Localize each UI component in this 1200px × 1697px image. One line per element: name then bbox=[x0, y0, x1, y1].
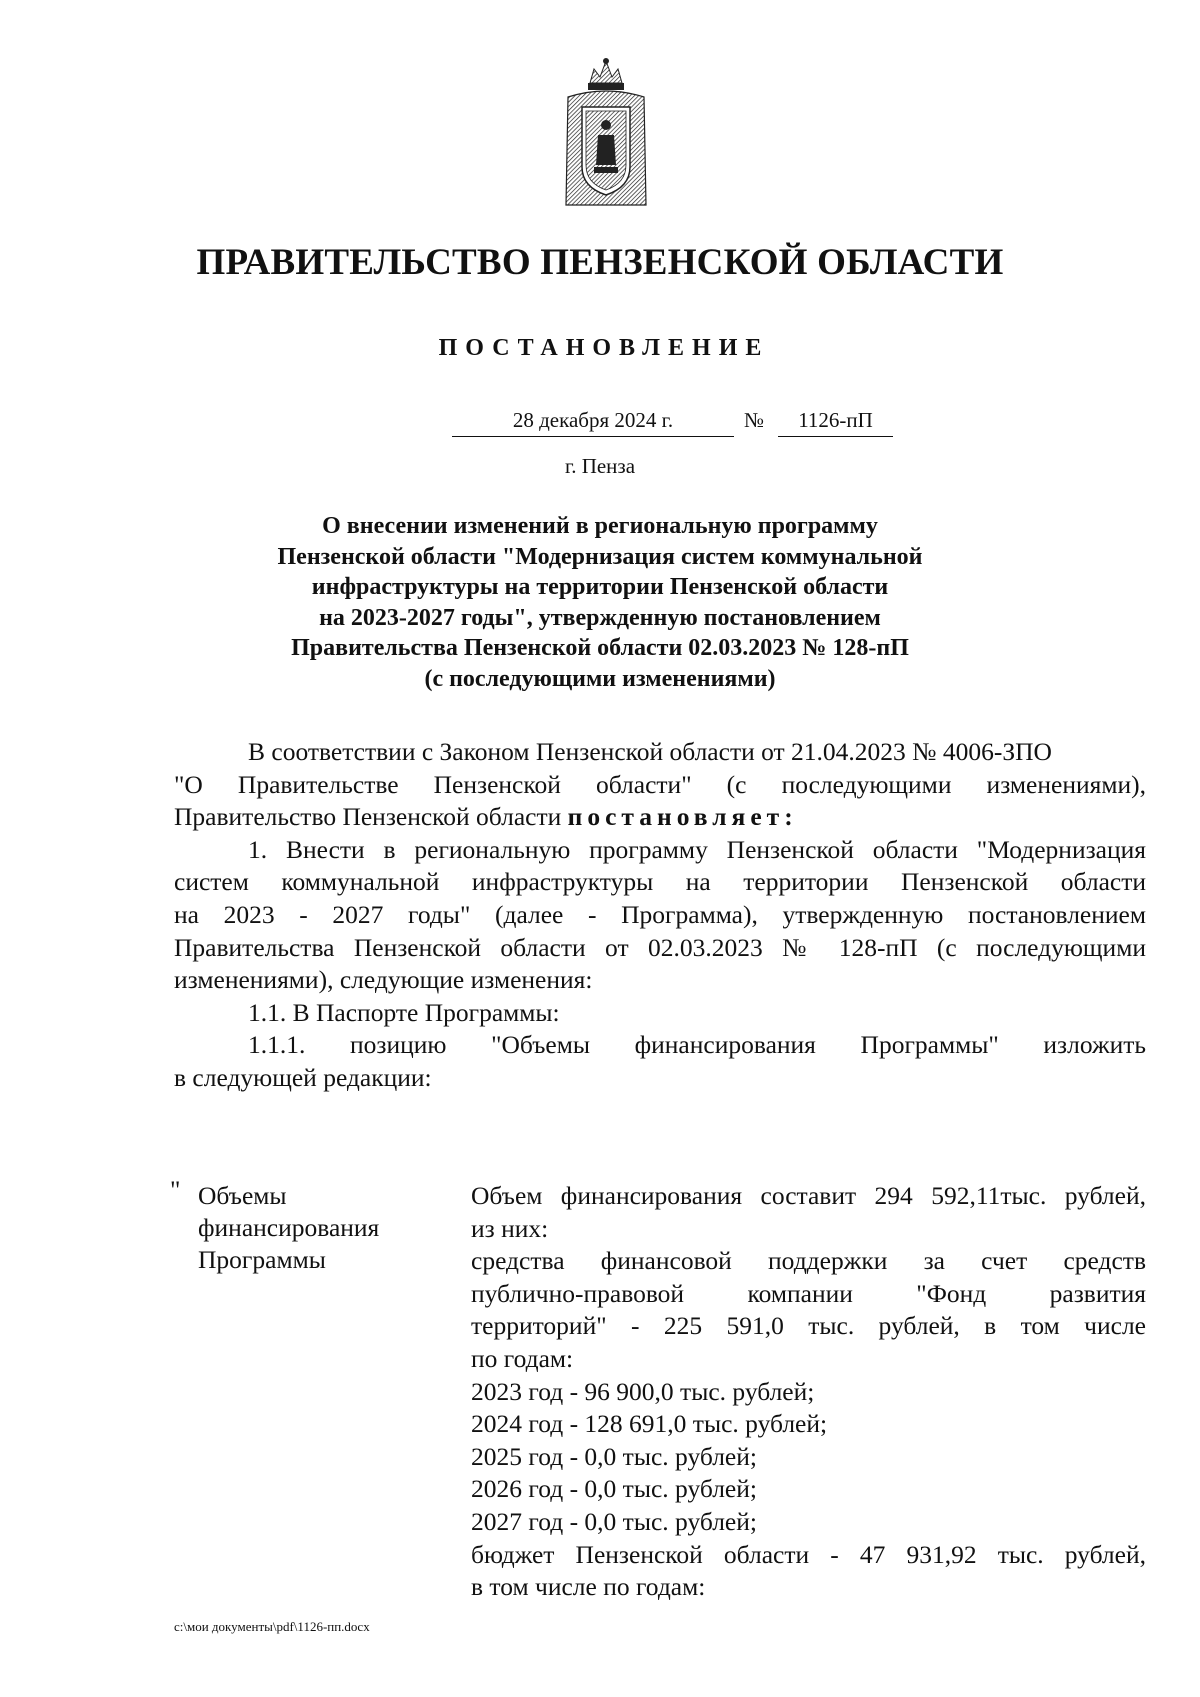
table-open-quote: " bbox=[170, 1175, 181, 1204]
coat-of-arms-emblem bbox=[560, 55, 652, 215]
table-right-line: Объем финансирования составит 294 592,11тыс. рублей, bbox=[471, 1181, 1146, 1210]
document-body bbox=[174, 736, 1146, 1095]
document-subject bbox=[0, 511, 1200, 694]
preamble-line: "О Правительстве Пензенской области" (с последующими изменениями), bbox=[174, 769, 1146, 799]
table-right-line: средства финансовой поддержки за счет средств bbox=[471, 1246, 1146, 1276]
number-sign: № bbox=[744, 408, 765, 432]
subject-line: инфраструктуры на территории Пензенской области bbox=[311, 574, 889, 600]
preamble-text: Правительство Пензенской области bbox=[174, 802, 562, 832]
table-right-line: бюджет Пензенской области - 47 931,92 тыс. рублей, bbox=[471, 1539, 1146, 1569]
document-city: г. Пенза bbox=[564, 454, 636, 478]
table-left-line: Объемы bbox=[198, 1181, 287, 1210]
subject-line: на 2023-2027 годы", утвержденную постановлением bbox=[319, 604, 881, 631]
item-1-1-1-line: в следующей редакции: bbox=[174, 1062, 432, 1092]
table-right-cell bbox=[471, 1180, 1146, 1604]
subject-line: Правительства Пензенской области 02.03.2023 № 128-пП bbox=[291, 635, 909, 661]
table-right-line: публично-правовой компании "Фонд развития bbox=[471, 1278, 1146, 1308]
document-number: 1126-пП bbox=[778, 410, 893, 437]
table-right-line: по годам: bbox=[471, 1343, 574, 1373]
table-right-line: территорий" - 225 591,0 тыс. рублей, в том числе bbox=[471, 1311, 1146, 1341]
item-1-1: 1.1. В Паспорте Программы: bbox=[248, 997, 560, 1027]
item-1-line: Правительства Пензенской области от 02.03.2023 № 128-пП (с последующими bbox=[174, 932, 1146, 962]
table-left-line: финансирования bbox=[198, 1213, 380, 1242]
table-left-cell bbox=[198, 1180, 438, 1276]
item-1-1-1-line: 1.1.1. позицию "Объемы финансирования Программы" изложить bbox=[248, 1030, 1146, 1060]
preamble-line-3 bbox=[174, 801, 1146, 834]
subject-line: Пензенской области "Модернизация систем коммунальной bbox=[277, 543, 923, 570]
table-right-line: в том числе по годам: bbox=[471, 1572, 706, 1602]
table-right-line: 2024 год - 128 691,0 тыс. рублей; bbox=[471, 1409, 828, 1439]
item-1-line: систем коммунальной инфраструктуры на территории Пензенской области bbox=[174, 867, 1146, 897]
table-right-line: из них: bbox=[471, 1213, 549, 1243]
item-1-line: на 2023 - 2027 годы" (далее - Программа), утвержденную постановлением bbox=[174, 899, 1146, 929]
table-right-line: 2026 год - 0,0 тыс. рублей; bbox=[471, 1474, 757, 1504]
table-right-line: 2027 год - 0,0 тыс. рублей; bbox=[471, 1506, 757, 1536]
item-1-line: 1. Внести в региональную программу Пензенской области "Модернизация bbox=[248, 834, 1146, 864]
table-right-line: 2023 год - 96 900,0 тыс. рублей; bbox=[471, 1376, 815, 1406]
subject-line: О внесении изменений в региональную программу bbox=[322, 513, 878, 539]
decree-verb: постановляет: bbox=[567, 802, 798, 832]
preamble-line: В соответствии с Законом Пензенской области от 21.04.2023 № 4006-ЗПО bbox=[248, 737, 1052, 766]
file-path-footer: c:\мои документы\pdf\1126-пп.docx bbox=[174, 1619, 370, 1634]
subject-line: (с последующими изменениями) bbox=[424, 665, 776, 692]
table-right-line: 2025 год - 0,0 тыс. рублей; bbox=[471, 1441, 757, 1471]
government-title: ПРАВИТЕЛЬСТВО ПЕНЗЕНСКОЙ ОБЛАСТИ bbox=[196, 242, 1004, 283]
document-date: 28 декабря 2024 г. bbox=[452, 410, 734, 437]
item-1-line: изменениями), следующие изменения: bbox=[174, 965, 593, 995]
document-type: ПОСТАНОВЛЕНИЕ bbox=[438, 335, 770, 361]
table-left-line: Программы bbox=[198, 1245, 326, 1274]
